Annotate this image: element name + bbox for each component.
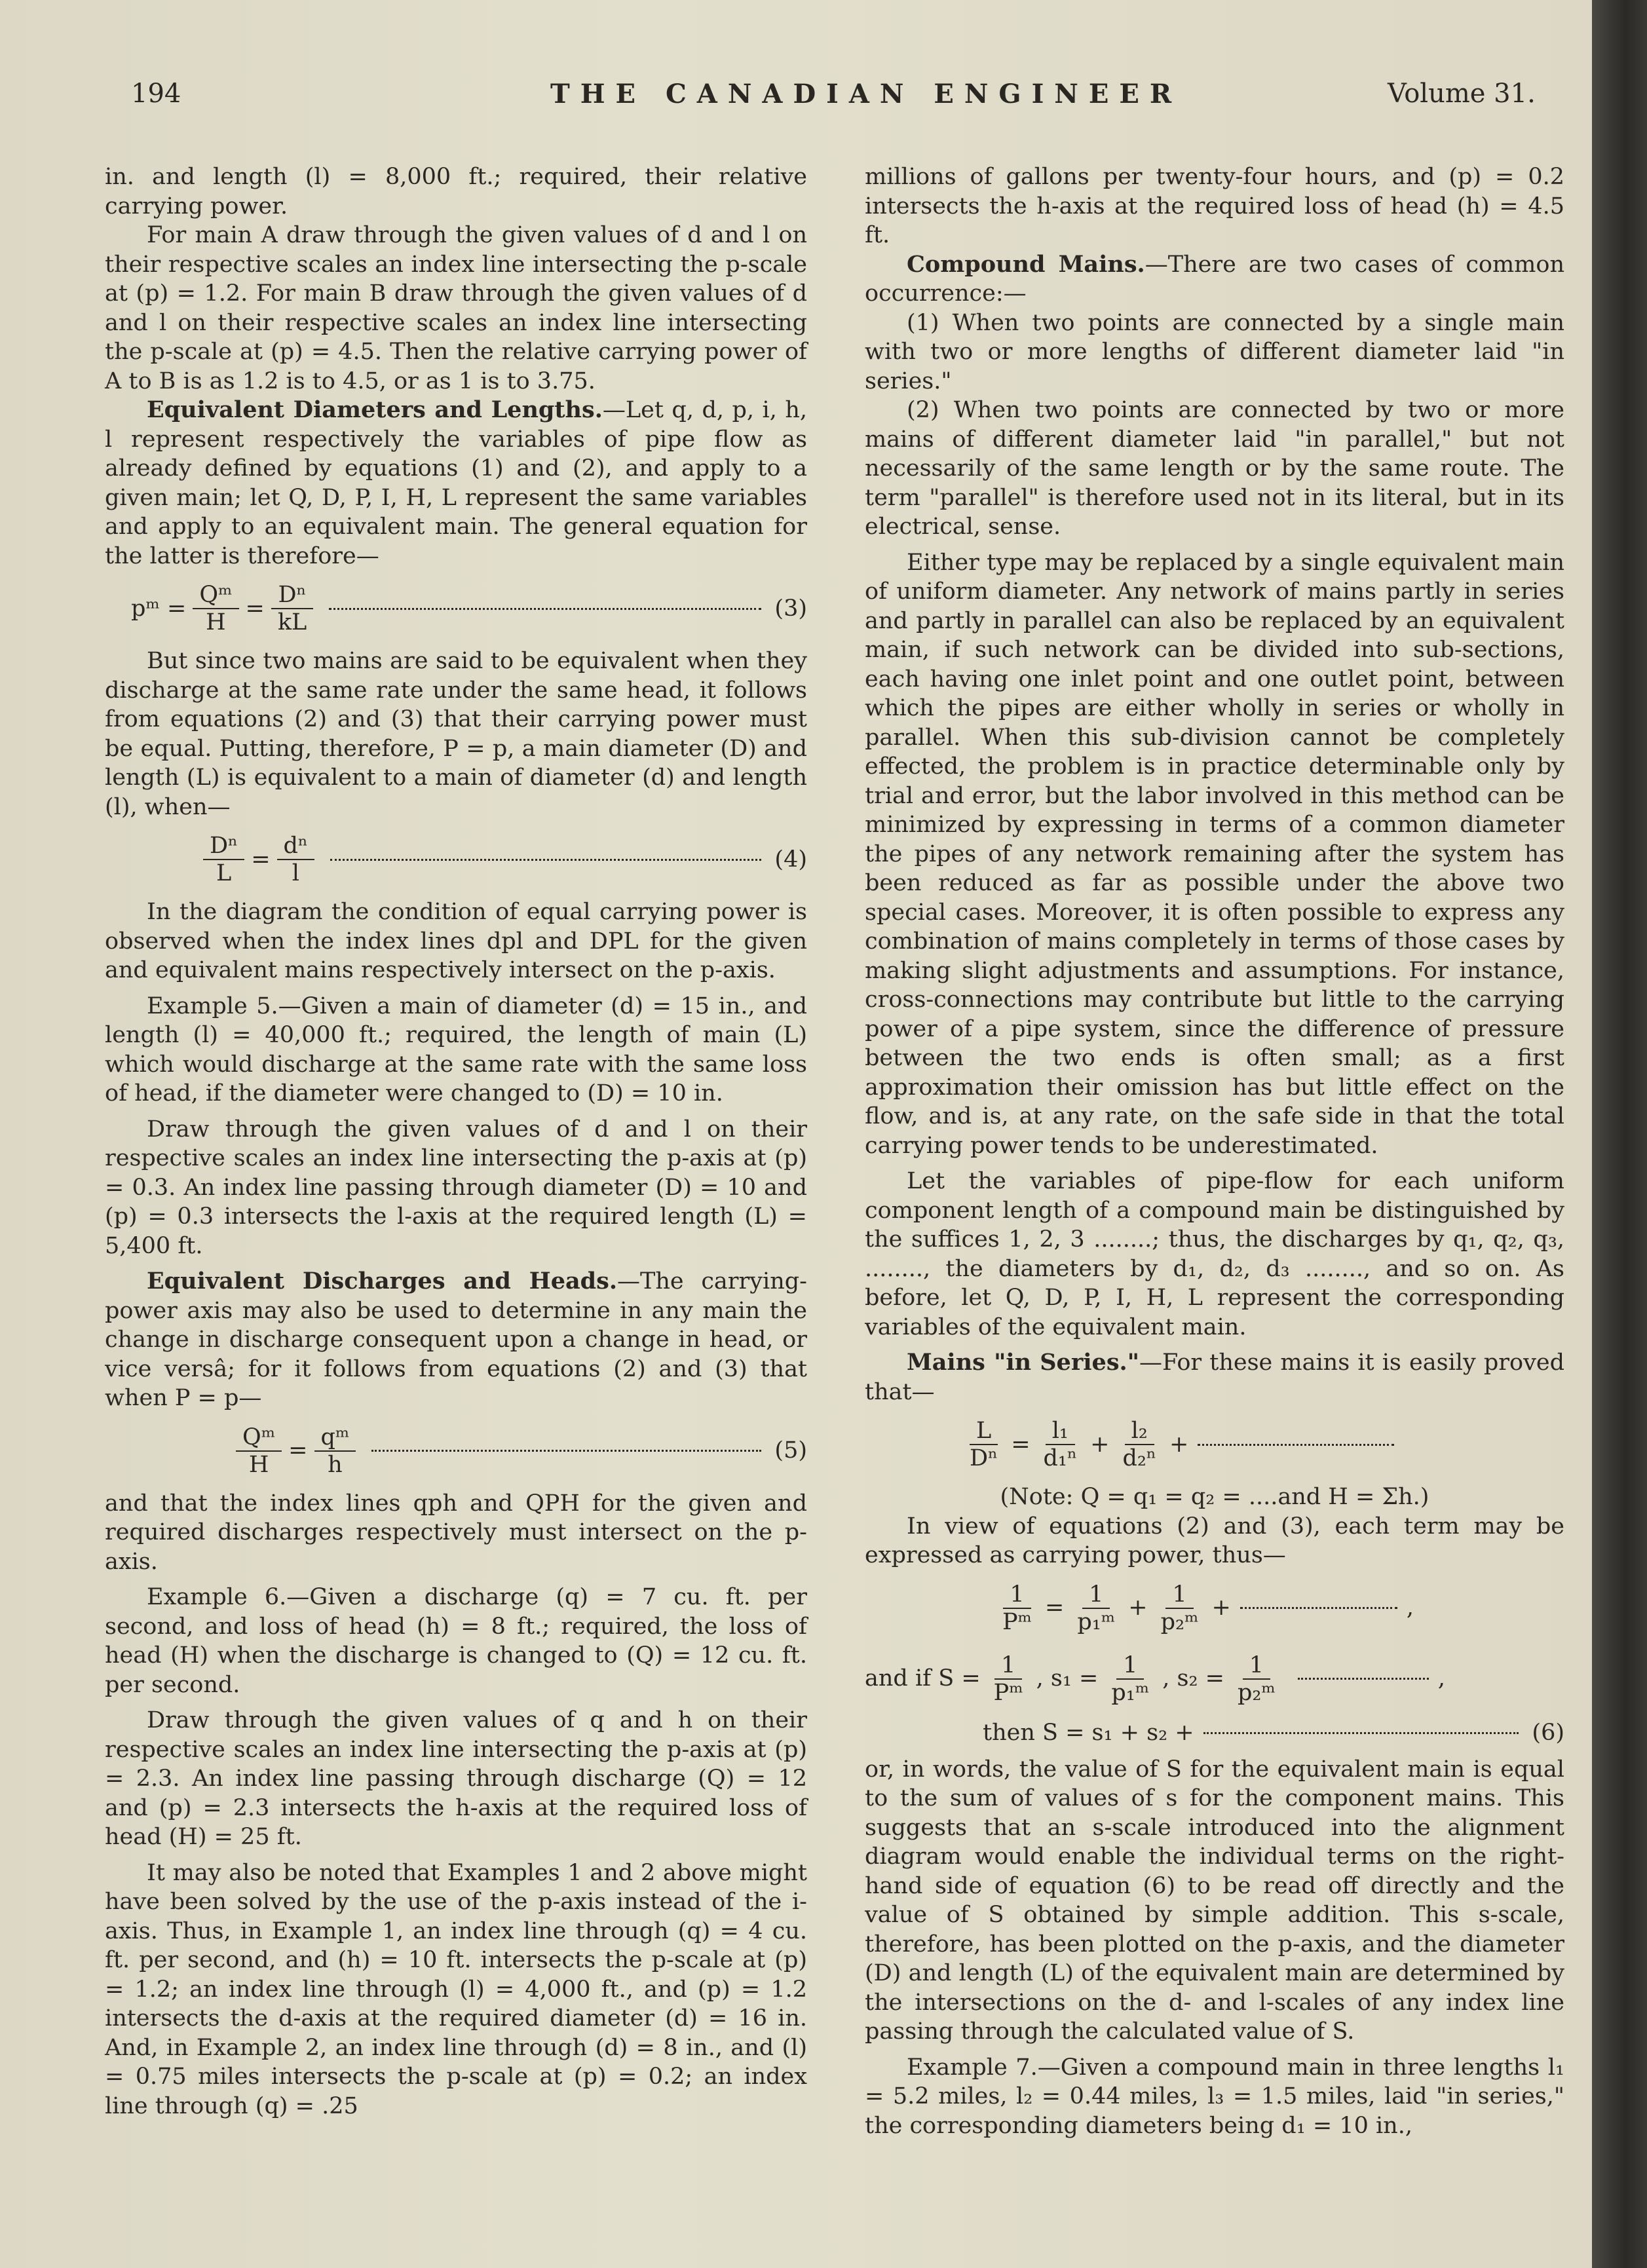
section-heading: Equivalent Discharges and Heads.	[147, 1268, 618, 1295]
equation-s-definition: and if S = $\frac{1}{\text{Pᵐ}}$ , s₁ = $\frac{1}{\text{p₁ᵐ}}$ , s₂ = $\frac{1}{\text{p₂ᵐ}}$ ,	[865, 1652, 1446, 1706]
paragraph: Example 7.—Given a compound main in three lengths l₁ = 5.2 miles, l₂ = 0.44 miles, l₃ = 1.5 miles, laid "in series," the corresponding diameters being d₁ = 10 in.,	[865, 2054, 1564, 2139]
paragraph: Example 5.—Given a main of diameter (d) = 15 in., and length (l) = 40,000 ft.; required, the length of main (L) which would discharge at the same rate with the same loss of head, if the diameter were changed to (D) = 10 in.	[105, 992, 807, 1106]
right-column	[865, 162, 1564, 2140]
paragraph: In view of equations (2) and (3), each term may be expressed as carrying power, thus—	[865, 1513, 1564, 1568]
paragraph: in. and length (l) = 8,000 ft.; required, their relative carrying power.	[105, 164, 807, 219]
volume-label: Volume 31.	[1388, 79, 1536, 109]
paragraph: For main A draw through the given values of d and l on their respective scales an index line intersecting the p-scale at (p) = 1.2. For main B draw through the given values of d and l on their respective scales an index line intersecting the p-scale at (p) = 4.5. Then the relative carrying power of A to B is as 1.2 is to 4.5, or as 1 is to 3.75.	[105, 222, 807, 394]
equation-3: pᵐ = $\frac{\text{Qᵐ}}{H}$ = $\frac{\text{Dⁿ}}{kL}$ (3)	[131, 582, 807, 635]
paragraph: It may also be noted that Examples 1 and 2 above might have been solved by the use of the p-axis instead of the i-axis. Thus, in Example 1, an index line through (q) = 4 cu. ft. per second, and (h) = 10 ft. intersects the p-scale at (p) = 1.2; an index line through (l) = 4,000 ft., and (p) = 1.2 intersects the d-axis at the required diameter (d) = 16 in. And, in Example 2, an index line through (d) = 8 in., and (l) = 0.75 miles intersects the p-scale at (p) = 0.2; an index line through (q) = .25	[105, 1859, 807, 2119]
paragraph: Let the variables of pipe-flow for each uniform component length of a compound main be distinguished by the suffices 1, 2, 3 ........; thus, the discharges by q₁, q₂, q₃, ........, the diameters by d₁, d₂, d₃ ........, and so on. As before, let Q, D, P, I, H, L represent the corresponding variables of the equivalent main.	[865, 1168, 1564, 1340]
section-heading: Mains "in Series."	[907, 1349, 1139, 1376]
paragraph: But since two mains are said to be equivalent when they discharge at the same rate under the same head, it follows from equations (2) and (3) that their carrying power must be equal. Putting, therefore, P = p, a main diameter (D) and length (L) is equivalent to a main of diameter (d) and length (l), when—	[105, 648, 807, 820]
section-heading: Compound Mains.	[907, 250, 1145, 278]
paragraph: Equivalent Discharges and Heads.—The carrying-power axis may also be used to determine in any main the change in discharge consequent upon a change in head, or vice versâ; for it follows from equations (2) and (3) that when P = p—	[105, 1268, 807, 1411]
paragraph: millions of gallons per twenty-four hours, and (p) = 0.2 intersects the h-axis at the required loss of head (h) = 4.5 ft.	[865, 164, 1564, 248]
equation-note: (Note: Q = q₁ = q₂ = ....and H = Σh.)	[1000, 1484, 1429, 1510]
paragraph: (2) When two points are connected by two or more mains of different diameter laid "in parallel," but not necessarily of the same length or by the same route. The term "parallel" is therefore used not in its literal, but in its electrical, sense.	[865, 397, 1564, 540]
journal-title: THE CANADIAN ENGINEER	[550, 79, 1183, 109]
paragraph: Draw through the given values of q and h on their respective scales an index line intersecting the p-axis at (p) = 2.3. An index line passing through discharge (Q) = 12 and (p) = 2.3 intersects the h-axis at the required loss of head (H) = 25 ft.	[105, 1707, 807, 1850]
paragraph: (1) When two points are connected by a single main with two or more lengths of different diameter laid "in series."	[865, 309, 1564, 394]
page-number: 194	[131, 79, 181, 109]
paragraph: Draw through the given values of d and l on their respective scales an index line intersecting the p-axis at (p) = 0.3. An index line passing through diameter (D) = 10 and (p) = 0.3 intersects the l-axis at the required length (L) = 5,400 ft.	[105, 1116, 807, 1259]
paragraph: and that the index lines qph and QPH for the given and required discharges respectively must intersect on the p-axis.	[105, 1490, 807, 1575]
paragraph: Example 6.—Given a discharge (q) = 7 cu. ft. per second, and loss of head (h) = 8 ft.; required, the loss of head (H) when the discharge is changed to (Q) = 12 cu. ft. per second.	[105, 1584, 807, 1698]
paragraph: In the diagram the condition of equal carrying power is observed when the index lines dpl and DPL for the given and equivalent mains respectively intersect on the p-axis.	[105, 899, 807, 983]
paragraph: Compound Mains.—There are two cases of common occurrence:—	[865, 250, 1564, 307]
paragraph: or, in words, the value of S for the equivalent main is equal to the sum of values of s for the component mains. This suggests that an s-scale introduced into the alignment diagram would enable the individual terms on the right-hand side of equation (6) to be read off directly and the value of S obtained by simple addition. This s-scale, therefore, has been plotted on the p-axis, and the diameter (D) and length (L) of the equivalent main are determined by the intersections on the d- and l-scales of any index line passing through the calculated value of S.	[865, 1756, 1564, 2045]
equation-series-length: $\frac{L}{\text{Dⁿ}}$ = $\frac{\text{l₁}}{\text{d₁ⁿ}}$ + $\frac{\text{l₂}}{\text{d₂ⁿ}}$ +	[865, 1412, 1564, 1477]
equation-4: $\frac{\text{Dⁿ}}{L}$ = $\frac{\text{dⁿ}}{l}$ (4)	[105, 827, 807, 892]
left-column	[105, 162, 807, 2121]
paragraph: Equivalent Diameters and Lengths.—Let q, d, p, i, h, l represent respectively the variables of pipe flow as already defined by equations (1) and (2), and apply to a given main; let Q, D, P, I, H, L represent the same variables and apply to an equivalent main. The general equation for the latter is therefore—	[105, 396, 807, 569]
equation-carrying-power: $\frac{1}{\text{Pᵐ}}$ = $\frac{1}{\text{p₁ᵐ}}$ + $\frac{1}{\text{p₂ᵐ}}$ + ,	[1002, 1581, 1414, 1635]
equation-5: $\frac{\text{Qᵐ}}{H}$ = $\frac{\text{qᵐ}}{h}$ (5)	[105, 1418, 807, 1484]
page-edge	[1592, 0, 1647, 2268]
paragraph: Mains "in Series."—For these mains it is easily proved that—	[865, 1349, 1565, 1405]
equation-6: then S = s₁ + s₂ + (6)	[983, 1720, 1564, 1747]
paragraph: Either type may be replaced by a single equivalent main of uniform diameter. Any network of mains partly in series and partly in parallel can also be replaced by an equivalent main, if such network can be divided into sub-sections, each having one inlet point and one outlet point, between which the pipes are either wholly in series or wholly in parallel. When this sub-division cannot be completely effected, the problem is in practice determinable only by trial and error, but the labor involved in this method can be minimized by expressing in terms of a common diameter the pipes of any network remaining after the system has been reduced as far as possible under the above two special cases. Moreover, it is often possible to express any combination of mains completely in terms of those cases by making slight adjustments and assumptions. For instance, cross-connections may contribute but little to the carrying power of a pipe system, since the difference of pressure between the two ends is often small; as a first approximation their omission has but little effect on the flow, and is, at any rate, on the safe side in that the total carrying power tends to be underestimated.	[865, 549, 1564, 1159]
section-heading: Equivalent Diameters and Lengths.	[147, 396, 603, 423]
